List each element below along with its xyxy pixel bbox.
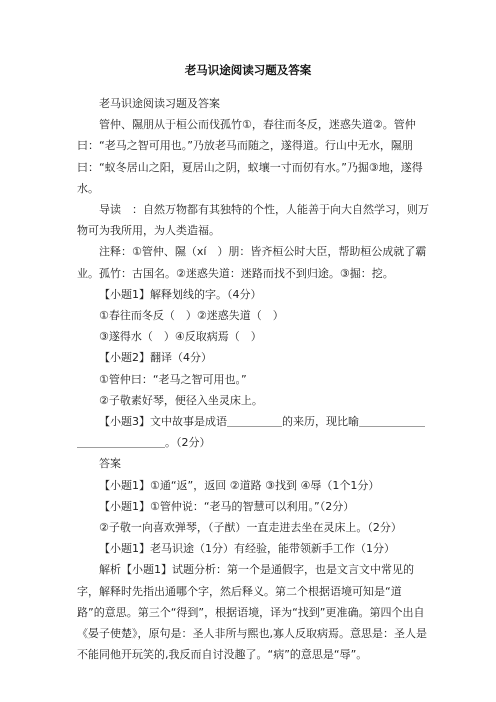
answer-2a: 【小题1】①管仲说：“老马的智慧可以利用。”（2分） <box>99 499 355 513</box>
source-text-paragraph: 管仲、隰朋从于桓公而伐孤竹①，春往而冬反，迷惑失道②。管仲曰：“老马之智可用也。”乃放老马而随之，遂得道。行山中无水，隰朋曰：“蚁冬居山之阳，夏居山之阴，蚁壤一寸而仞有水。”乃掘③地，遂得水。 <box>77 118 423 195</box>
notes-paragraph: 注释：①管仲、隰（xí ）朋：皆齐桓公时大臣，帮助桓公成就了霸业。孤竹：古国名。②迷惑失道：迷路而找不到归途。③掘：挖。 <box>77 245 427 280</box>
question-2-item-2: ②子敬素好琴，便径入坐灵床上。 <box>99 393 263 407</box>
analysis-paragraph: 解析【小题1】试题分析：第一个是通假字，也是文言文中常见的字，解释时先指出通哪个字，然后释义。第二个根据语境可知是“道路”的意思。第三个“得到”，根据语境，译为“找到”更准确。第四个出自《晏子使楚》，原句是：圣人非所与熙也,寡人反取病焉。意思是：圣人是不能同他开玩笑的,我反而自讨没趣了。“病”的意思是“辱”。 <box>77 563 427 662</box>
answer-3: 【小题1】老马识途（1分）有经验，能带领新手工作（1分） <box>99 542 395 556</box>
answer-heading: 答案 <box>99 457 121 471</box>
question-1-items-b: ③遂得水（ ）④反取病焉（ ） <box>99 330 262 344</box>
answer-2b: ②子敬一向喜欢弹琴，（子猷）一直走进去坐在灵床上。（2分） <box>99 521 402 535</box>
question-2-item-1: ①管仲曰：“老马之智可用也。” <box>99 372 247 386</box>
heading-paragraph: 老马识途阅读习题及答案 <box>99 97 220 110</box>
reading-guide-paragraph: 导读 ：自然万物都有其独特的个性，人能善于向大自然学习，则万物可为我所用，为人类造福。 <box>77 203 429 238</box>
question-1-heading: 【小题1】解释划线的字。（4分） <box>99 287 262 301</box>
question-2-heading: 【小题2】翻译（4分） <box>99 351 212 365</box>
document-title: 老马识途阅读习题及答案 <box>184 63 312 77</box>
document-body <box>77 93 429 665</box>
question-1-items-a: ①春往而冬反（ ）②迷惑失道（ ） <box>99 309 284 323</box>
question-3: 【小题3】文中故事是成语＿＿＿＿＿的来历，现比喻＿＿＿＿＿＿＿＿＿＿＿＿＿＿。（2分） <box>77 415 425 450</box>
answer-1: 【小题1】①通“返”，返回 ②道路 ③找到 ④辱（1个1分） <box>99 478 380 492</box>
